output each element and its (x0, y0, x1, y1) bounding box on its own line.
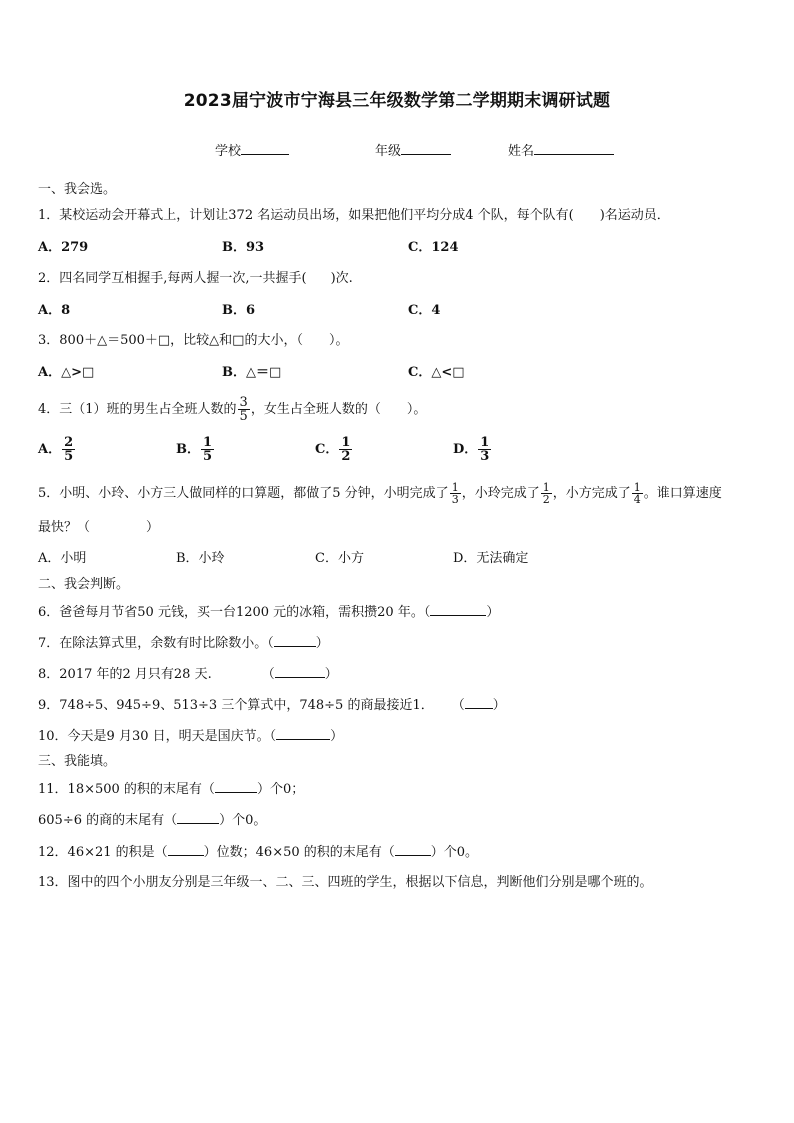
section-heading-fill: 三、我能填。 (38, 754, 117, 769)
question-12-blank-2[interactable] (395, 843, 431, 856)
question-4-fraction: $\frac{3}{5}$ (239, 395, 248, 424)
question-11-blank-1[interactable] (215, 780, 257, 793)
school-blank[interactable] (241, 142, 289, 155)
question-3-option-c[interactable]: C．△<□ (408, 365, 465, 380)
question-5-option-c[interactable]: C．小方 (315, 551, 364, 566)
question-5-option-a[interactable]: A．小明 (38, 551, 87, 566)
question-1-option-b[interactable]: B．93 (222, 240, 265, 255)
question-2-option-c[interactable]: C．4 (408, 303, 441, 318)
question-2-text: 2．四名同学互相握手,每两人握一次,一共握手( (38, 271, 307, 286)
section-heading-judge: 二、我会判断。 (38, 577, 130, 592)
question-3: 3．800＋△＝500＋□，比较△和□的大小，（ ）。 (38, 333, 349, 348)
question-4-text: 4．三（1）班的男生占全班人数的 (38, 402, 237, 417)
question-4 (38, 396, 426, 424)
question-11: 11．18×500 的积的末尾有（ ）个0； (38, 782, 305, 797)
question-5-option-d[interactable]: D．无法确定 (453, 551, 529, 566)
question-5-text: 5．小明、小玲、小方三人做同样的口算题，都做了5 分钟，小明完成了 (38, 486, 449, 501)
question-9: 9．748÷5、945÷9、513÷3 三个算式中，748÷5 的商最接近1． （ ） (38, 698, 506, 713)
grade-label: 年级 (375, 144, 402, 159)
question-1-text: 1．某校运动会开幕式上，计划让372 名运动员出场，如果把他们平均分成4 个队，每个队有( (38, 208, 574, 223)
question-2 (38, 270, 353, 288)
question-5-option-b[interactable]: B．小玲 (176, 551, 225, 566)
grade-blank[interactable] (401, 142, 451, 155)
section-heading-choice: 一、我会选。 (38, 182, 117, 197)
question-1-text-end: )名运动员． (599, 208, 670, 223)
question-3-option-b[interactable]: B．△＝□ (222, 365, 282, 380)
question-1-option-a[interactable]: A．279 (38, 240, 89, 255)
question-6: 6．爸爸每月节省50 元钱，买一台1200 元的冰箱，需积攒20 年。（ ） (38, 605, 500, 620)
question-7-blank[interactable] (274, 634, 316, 647)
question-6-blank[interactable] (430, 603, 486, 616)
question-2-text-end: )次. (330, 271, 353, 286)
question-4-option-d[interactable]: D． $\frac{1}{3}$ (453, 435, 490, 464)
question-7: 7．在除法算式里，余数有时比除数小。（ ） (38, 636, 329, 651)
question-13: 13．图中的四个小朋友分别是三年级一、二、三、四班的学生，根据以下信息，判断他们分别是哪个班的。 (38, 875, 653, 890)
school-label: 学校 (215, 144, 242, 159)
question-3-option-a[interactable]: A．△>□ (38, 365, 95, 380)
page-title: 2023届宁波市宁海县三年级数学第二学期期末调研试题 (183, 91, 611, 111)
question-10-blank[interactable] (276, 727, 330, 740)
question-8: 8．2017 年的2 月只有28 天. （ ） (38, 667, 338, 682)
question-9-blank[interactable] (465, 696, 493, 709)
question-4-text-end: ，女生占全班人数的（ ）。 (250, 402, 427, 417)
name-field (508, 140, 614, 159)
question-11-blank-2[interactable] (177, 811, 219, 824)
question-2-option-a[interactable]: A．8 (38, 303, 71, 318)
question-12-blank-1[interactable] (168, 843, 204, 856)
question-2-option-b[interactable]: B．6 (222, 303, 256, 318)
name-label: 姓名 (508, 144, 535, 159)
question-8-blank[interactable] (275, 665, 325, 678)
question-5-line-2: 最快？（ ） (38, 520, 160, 535)
school-field (215, 140, 289, 159)
question-1 (38, 207, 670, 225)
question-4-option-b[interactable]: B． $\frac{1}{5}$ (176, 435, 213, 464)
question-4-option-a[interactable]: A． $\frac{2}{5}$ (38, 435, 74, 464)
question-11-line-2: 605÷6 的商的末尾有（ ）个0。 (38, 813, 267, 828)
question-4-option-c[interactable]: C． $\frac{1}{2}$ (315, 435, 351, 464)
question-1-option-c[interactable]: C．124 (408, 240, 459, 255)
name-blank[interactable] (534, 142, 614, 155)
question-10: 10．今天是9 月30 日，明天是国庆节。（ ） (38, 729, 344, 744)
grade-field (375, 140, 451, 159)
question-5: 5．小明、小玲、小方三人做同样的口算题，都做了5 分钟，小明完成了 $\frac{1}{3}$ ，小玲完成了 $\frac{1}{2}$ ，小方完成了 $\frac{1}{4}$ 。谁口算速度 (38, 481, 722, 506)
question-12: 12．46×21 的积是（ ）位数；46×50 的积的末尾有（ ）个0。 (38, 845, 479, 860)
